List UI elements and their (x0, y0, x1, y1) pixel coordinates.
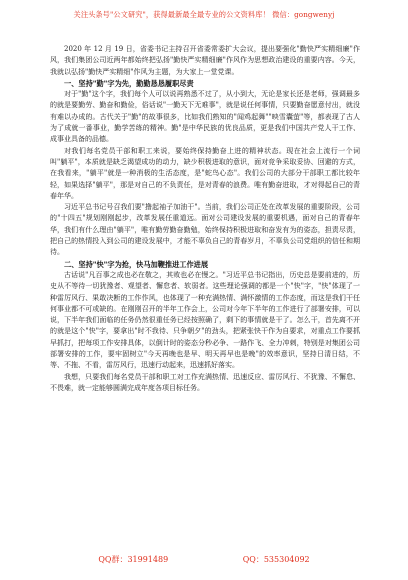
promo-header: 关注头条号"公文研究"，获得最新最全最专业的公文资料库！ 微信：gongwenyj (73, 10, 335, 19)
qq-number: QQ：535304092 (242, 555, 310, 564)
section-heading-1: 一、坚持"勤"字为先，勤勤恳恳履职尽责 (64, 78, 194, 88)
section-heading-2: 二、坚持"快"字为抢，快马加鞭推进工作进展 (64, 259, 209, 269)
body-paragraph: 习近平总书记号召我们要"撸起袖子加油干"。当前，我们公司正处在改革发展的重要阶段，公司的"十四五"规划刚刚起步，改革发展任重道远。面对公司建设发展的重要机遇，面对自己的青春年华，我们有什么理由"躺平"，唯有勤劳勤奋勤勉，始终保持积极进取和奋发有为的姿态，担责尽责，把自己的热情投入到公司的建设发展中，才能不辜负自己的青春岁月，不辜负公司党组织的信任和期待。 (50, 203, 360, 257)
body-paragraph: 对我们每名党员干部和职工来说，要始终保持勤奋上进的精神状态。现在社会上流行一个词叫"躺平"，本质就是缺乏渴望成功的动力，缺少积极进取的意识，面对竞争采取妥协、回避的方式，在我看来，"躺平"就是一种消极的生活态度，是"蛇鸟心态"。我们公司的大部分干部职工都比较年轻，如果选择"躺平"，那是对自己的不负责任，是对青春的浪费。唯有勤奋进取，才对得起自己的青春年华。 (50, 146, 360, 200)
body-paragraph: 对于"勤"这个字，我们每个人可以说再熟悉不过了，从小到大，无论是家长还是老师，强调最多的就是要勤劳、勤奋和勤俭，俗话说"一勤天下无难事"，就是说任何事情，只要勤奋愿意付出，就没有难以办成的。古代关于"勤"的故事很多，比如我们熟知的"闻鸡起舞""映雪囊萤"等，都表现了古人为了成就一番事业，勤学苦练的精神。勤"是中华民族的优良品质，更是我们中国共产党人干工作、成事业具备的品德。 (50, 90, 360, 144)
intro-paragraph: 2020 年 12 月 19 日，省委书记主持召开省委常委扩大会议，提出要强化"勤快严实精细廉"作风，我们集团公司近两年都始终把弘扬"勤快严实精细廉"作风作为思想政治建设的重要内容。今天，我就以弘扬"勤快严实精细"作风为主题，为大家上一堂党课。 (50, 45, 360, 76)
qq-group-number: QQ群：31991489 (98, 555, 169, 564)
body-paragraph: 古话说"凡百事之成也必在敬之，其败也必在慢之。"习近平总书记指出，历史总是要前进的，历史从不等待一切犹豫者、观望者、懈怠者、软弱者。这些理论强调的都是一个"快"字，"快"体现了一种雷厉风行、果敢决断的工作作风，也体现了一种充满热情、满怀激情的工作态度，而这是我们干任何事业都不可或缺的。在刚刚召开的半年工作会上，公司对今年下半年的工作进行了部署安排，可以说，下半年我们面临的任务仍然很重任务已经按照确了，剩下的事情就是干了。怎么干，首先离不开的就是这个"快"字，要拿出"时不我待、只争朝夕"的劲头，把紧张快干作为自要求，对重点工作要抓早抓打，把每项工作安排具体，以倒计时的姿态分秒必争、一路作飞、全力冲刺，特别是对集团公司部署安排的工作，要牢固树立"今天再晚也是早、明天再早也是晚"的效率意识，坚持日清日结，不等、不拖、不看，雷厉风行，迅速行动起来，迅速抓好落实。 (50, 270, 360, 370)
body-paragraph: 我想，只要我们每名党员干部和职工对工作充满热情、迅速反应、雷厉风行、不犹豫、不懈怠、不畏难，就一定能够圆满完成年度各项目标任务。 (50, 372, 360, 392)
document-body (50, 44, 360, 394)
contact-footer (0, 554, 408, 565)
